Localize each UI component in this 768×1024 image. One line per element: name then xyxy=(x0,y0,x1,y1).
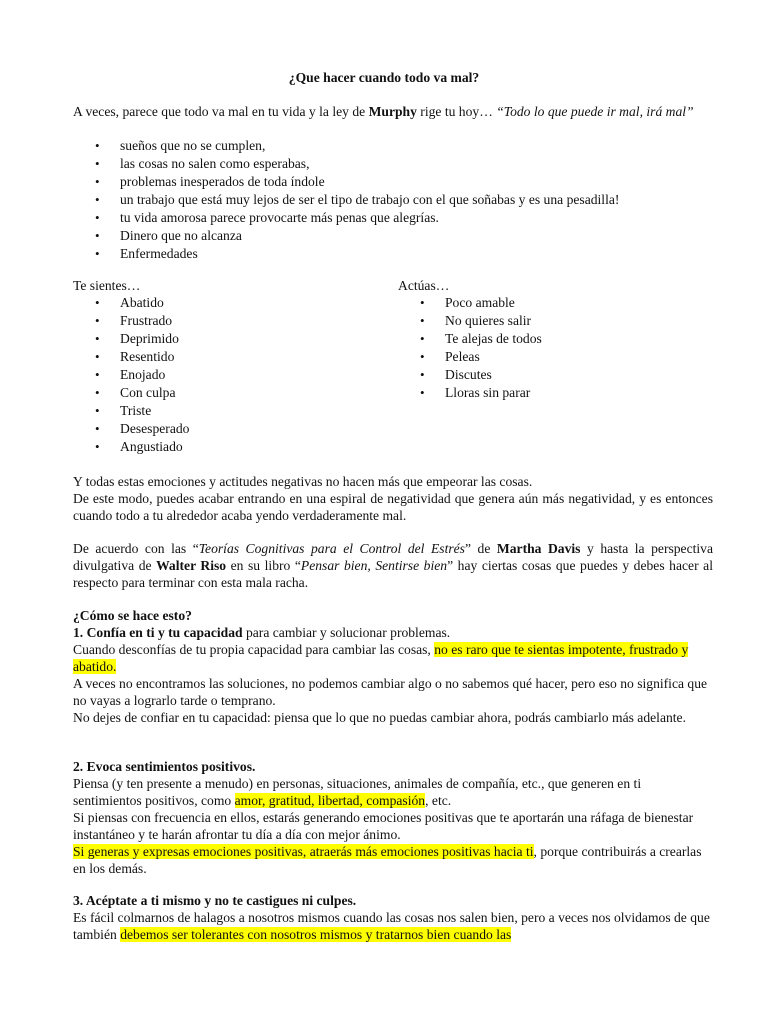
author-riso: Walter Riso xyxy=(156,558,227,573)
text-span: ” hay ciertas cosas que puedes y debes hacer al respecto para terminar con esta mala racha. xyxy=(73,558,713,590)
section-3 xyxy=(73,892,713,943)
list-item: • Enojado xyxy=(73,366,393,384)
actions-column xyxy=(398,277,718,402)
list-item: • Peleas xyxy=(398,348,718,366)
paragraph: Y todas estas emociones y actitudes negativas no hacen más que empeorar las cosas. xyxy=(73,474,533,489)
list-item: • Enfermedades xyxy=(73,245,713,263)
section-heading: 3. Acéptate a ti mismo y no te castigues ni culpes. xyxy=(73,893,357,908)
intro-mid: rige tu hoy… xyxy=(416,104,497,119)
text-span: y hasta la perspectiva divulgativa de xyxy=(73,541,714,573)
intro-paragraph xyxy=(73,103,713,120)
text-span: ” de xyxy=(464,541,497,556)
text-span: , porque contribuirás a crearlas en los demás. xyxy=(73,844,702,876)
document-title: ¿Que hacer cuando todo va mal? xyxy=(288,70,480,85)
intro-text: A veces, parece que todo va mal en tu vida y la ley de xyxy=(73,104,369,119)
list-item: • las cosas no salen como esperabas, xyxy=(73,155,713,173)
how-heading: ¿Cómo se hace esto? xyxy=(73,608,192,623)
section-1 xyxy=(73,607,713,726)
list-item: • Discutes xyxy=(398,366,718,384)
actions-heading: Actúas… xyxy=(398,278,450,293)
cognitive-theory-paragraph xyxy=(73,540,713,591)
list-item: • Con culpa xyxy=(73,384,393,402)
list-item: • Triste xyxy=(73,402,393,420)
list-item: • No quieres salir xyxy=(398,312,718,330)
list-item: • Poco amable xyxy=(398,294,718,312)
text-span: De acuerdo con las “ xyxy=(73,541,199,556)
book-title-riso: Pensar bien, Sentirse bien xyxy=(300,558,448,573)
section-heading: 1. Confía en ti y tu capacidad xyxy=(73,625,243,640)
text-span: , etc. xyxy=(425,793,452,808)
text-span: en su libro “ xyxy=(226,558,301,573)
list-item: • Resentido xyxy=(73,348,393,366)
list-item: • Desesperado xyxy=(73,420,393,438)
highlighted-text: Si generas y expresas emociones positivas, atraerás más emociones positivas hacia ti xyxy=(73,844,534,859)
paragraph: No dejes de confiar en tu capacidad: piensa que lo que no puedas cambiar ahora, podrás cambiarlo más adelante. xyxy=(73,710,686,725)
murphy-name: Murphy xyxy=(368,104,417,119)
list-item: • problemas inesperados de toda índole xyxy=(73,173,713,191)
book-title-davis: Teorías Cognitivas para el Control del Estrés xyxy=(198,541,465,556)
paragraph: Si piensas con frecuencia en ellos, estarás generando emociones positivas que te aportarán una ráfaga de bienestar instantáneo y te harán afrontar tu día a día con mejor ánimo. xyxy=(73,810,694,842)
section-2 xyxy=(73,758,713,877)
paragraph: De este modo, puedes acabar entrando en una espiral de negatividad que genera aún más negatividad, y es entonces cuando todo a tu alrededor acaba yendo verdaderamente mal. xyxy=(73,491,713,523)
actions-list xyxy=(398,294,718,402)
highlighted-text: no es raro que te sientas impotente, frustrado y abatido. xyxy=(73,642,689,674)
section-heading: 2. Evoca sentimientos positivos. xyxy=(73,759,256,774)
negativity-paragraphs xyxy=(73,473,713,524)
murphy-quote: “Todo lo que puede ir mal, irá mal” xyxy=(496,104,694,119)
feelings-heading: Te sientes… xyxy=(73,278,141,293)
list-item: • Frustrado xyxy=(73,312,393,330)
list-item: • Abatido xyxy=(73,294,393,312)
feelings-list xyxy=(73,294,393,456)
intro-list xyxy=(73,137,713,263)
highlighted-text: amor, gratitud, libertad, compasión xyxy=(234,793,426,808)
list-item: • Deprimido xyxy=(73,330,393,348)
feelings-column xyxy=(73,277,393,456)
list-item: • Te alejas de todos xyxy=(398,330,718,348)
author-davis: Martha Davis xyxy=(496,541,581,556)
list-item: • sueños que no se cumplen, xyxy=(73,137,713,155)
list-item: • tu vida amorosa parece provocarte más penas que alegrías. xyxy=(73,209,713,227)
paragraph: A veces no encontramos las soluciones, no podemos cambiar algo o no sabemos qué hacer, pero eso no significa que no vayas a lograrlo tarde o temprano. xyxy=(73,676,708,708)
text-span: para cambiar y solucionar problemas. xyxy=(242,625,451,640)
list-item: • Angustiado xyxy=(73,438,393,456)
highlighted-text: debemos ser tolerantes con nosotros mismos y tratarnos bien cuando las xyxy=(120,927,512,942)
list-item: • Dinero que no alcanza xyxy=(73,227,713,245)
text-span: Piensa (y ten presente a menudo) en personas, situaciones, animales de compañía, etc., que generen en ti sentimientos positivos, como xyxy=(73,776,642,808)
text-span: Cuando desconfías de tu propia capacidad para cambiar las cosas, xyxy=(73,642,435,657)
text-span: Es fácil colmarnos de halagos a nosotros mismos cuando las cosas nos salen bien, pero a veces nos olvidamos de que también xyxy=(73,910,710,942)
feelings-actions-columns xyxy=(73,277,713,462)
list-item: • Lloras sin parar xyxy=(398,384,718,402)
list-item: • un trabajo que está muy lejos de ser el tipo de trabajo con el que soñabas y es una pesadilla! xyxy=(73,191,713,209)
